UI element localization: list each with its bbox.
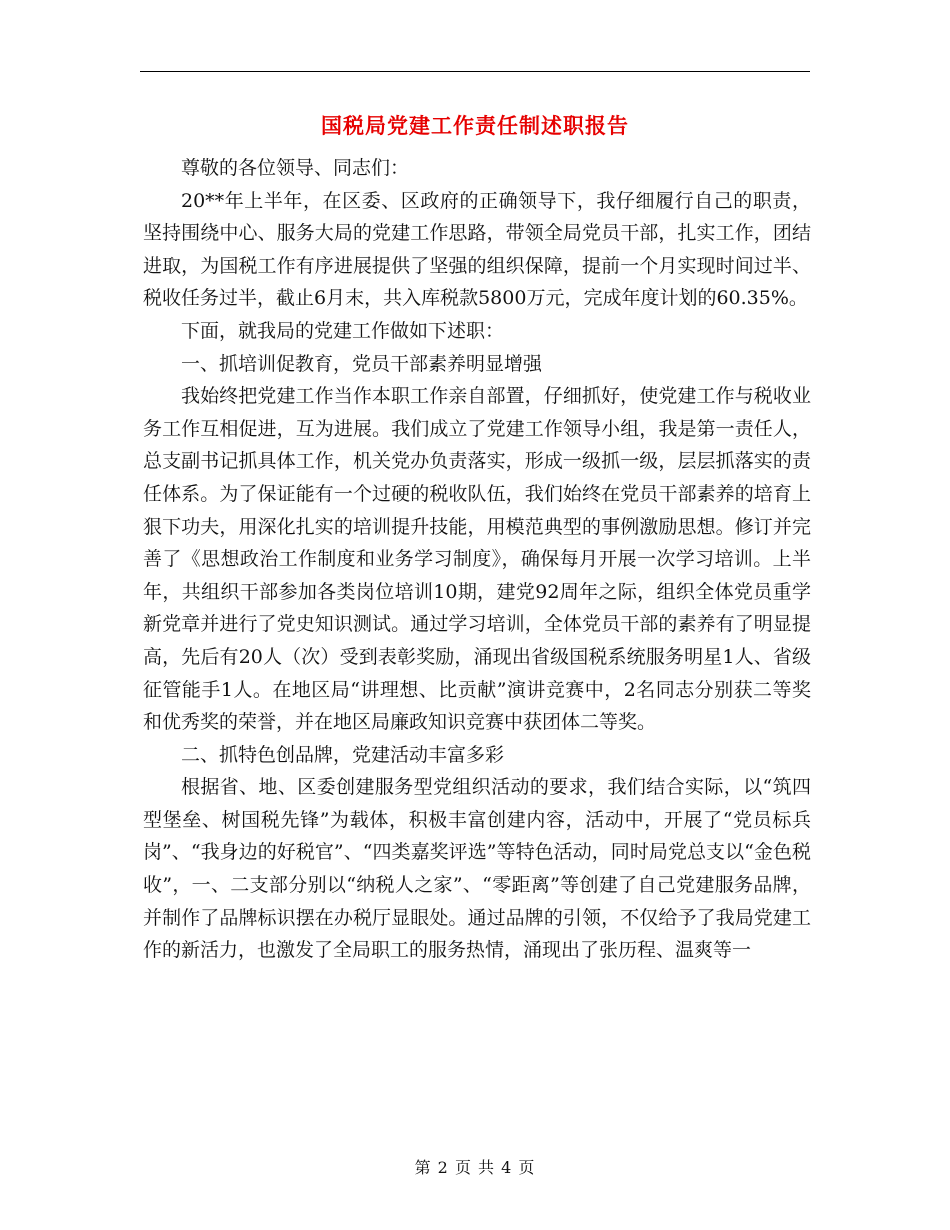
section-heading: 二、抓特色创品牌，党建活动丰富多彩 <box>181 743 505 766</box>
paragraph: 根据省、地、区委创建服务型党组织活动的要求，我们结合实际，以“筑四型堡垒、树国税先锋”为载体，积极丰富创建内容，活动中，开展了“党员标兵岗”、“我身边的好税官”、“四类嘉奖评选”等特色活动，同时局党总支以“金色税收”，一、二支部分别以“纳税人之家”、“零距离”等创建了自己党建服务品牌，并制作了品牌标识摆在办税厅显眼处。通过品牌的引领，不仅给予了我局党建工作的新活力，也激发了全局职工的服务热情，涌现出了张历程、温爽等一 <box>143 776 811 962</box>
page-footer: 第 2 页 共 4 页 <box>414 1158 536 1177</box>
paragraph: 20**年上半年，在区委、区政府的正确领导下，我仔细履行自己的职责，坚持围绕中心、服务大局的党建工作思路，带领全局党员干部，扎实工作，团结进取，为国税工作有序进展提供了坚强的组织保障，提前一个月实现时间过半、税收任务过半，截止6月末，共入库税款5800万元，完成年度计划的60.35%。 <box>143 189 811 310</box>
document-body <box>143 152 811 967</box>
salutation: 尊敬的各位领导、同志们： <box>181 157 410 179</box>
document-title: 国税局党建工作责任制述职报告 <box>321 113 629 138</box>
paragraph: 我始终把党建工作当作本职工作亲自部置，仔细抓好，使党建工作与税收业务工作互相促进，互为进展。我们成立了党建工作领导小组，我是第一责任人，总支副书记抓具体工作，机关党办负责落实，形成一级抓一级，层层抓落实的责任体系。为了保证能有一个过硬的税收队伍，我们始终在党员干部素养的培育上狠下功夫，用深化扎实的培训提升技能，用模范典型的事例激励思想。修订并完善了《思想政治工作制度和业务学习制度》，确保每月开展一次学习培训。上半年，共组织干部参加各类岗位培训10期，建党92周年之际，组织全体党员重学新党章并进行了党史知识测试。通过学习培训，全体党员干部的素养有了明显提高，先后有20人（次）受到表彰奖励，涌现出省级国税系统服务明星1人、省级征管能手1人。在地区局“讲理想、比贡献”演讲竞赛中，2名同志分别获二等奖和优秀奖的荣誉，并在地区局廉政知识竞赛中获团体二等奖。 <box>143 385 811 734</box>
section-heading: 一、抓培训促教育，党员干部素养明显增强 <box>181 352 543 375</box>
header-rule <box>140 71 810 72</box>
paragraph: 下面，就我局的党建工作做如下述职： <box>181 319 505 342</box>
